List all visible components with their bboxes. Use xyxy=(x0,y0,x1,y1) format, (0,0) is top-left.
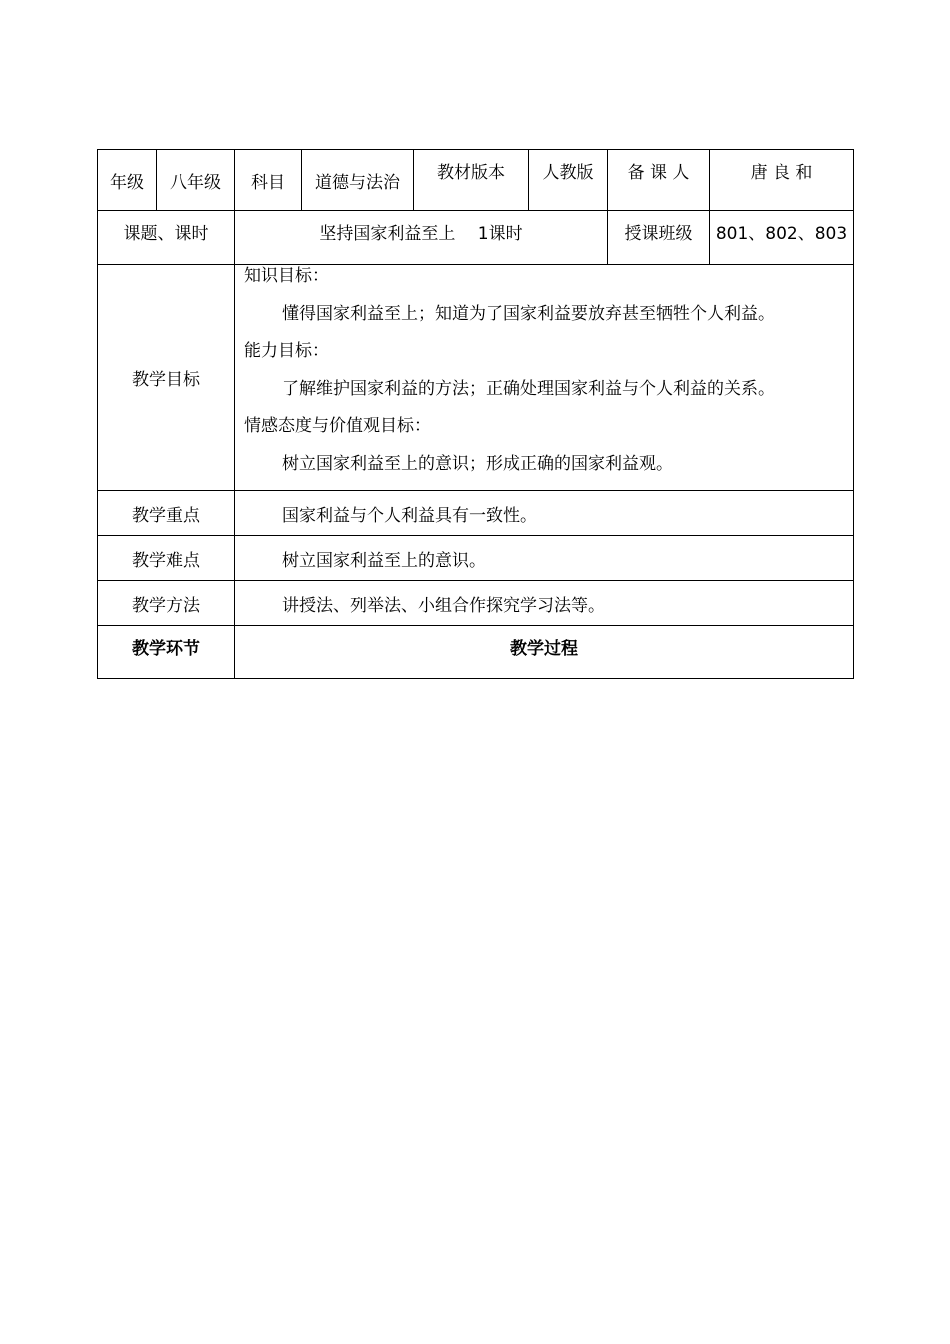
subject-value: 道德与法治 xyxy=(302,150,414,211)
edition-label: 教材版本 xyxy=(414,150,529,211)
preparer-label: 备 课 人 xyxy=(608,150,710,211)
subject-label: 科目 xyxy=(235,150,302,211)
lesson-plan-table xyxy=(97,149,854,679)
method-label: 教学方法 xyxy=(98,581,235,626)
grade-value: 八年级 xyxy=(157,150,235,211)
edition-value: 人教版 xyxy=(529,150,608,211)
objectives-content xyxy=(235,265,854,491)
stage-label: 教学环节 xyxy=(98,626,235,679)
method-value: 讲授法、列举法、小组合作探究学习法等。 xyxy=(235,581,854,626)
grade-label: 年级 xyxy=(98,150,157,211)
method-row xyxy=(98,581,854,626)
topic-value: 坚持国家利益至上 1课时 xyxy=(235,211,608,265)
key-point-row xyxy=(98,491,854,536)
objective-heading-knowledge: 知识目标： xyxy=(244,266,329,286)
key-point-label: 教学重点 xyxy=(98,491,235,536)
header-row xyxy=(98,150,854,211)
objectives-label: 教学目标 xyxy=(98,265,235,491)
key-point-value: 国家利益与个人利益具有一致性。 xyxy=(235,491,854,536)
preparer-value: 唐 良 和 xyxy=(710,150,854,211)
objective-heading-ability: 能力目标： xyxy=(244,341,329,361)
objective-text-attitude: 树立国家利益至上的意识；形成正确的国家利益观。 xyxy=(282,453,673,474)
process-header-row xyxy=(98,626,854,679)
process-label: 教学过程 xyxy=(235,626,854,679)
difficult-point-row xyxy=(98,536,854,581)
difficult-point-value: 树立国家利益至上的意识。 xyxy=(235,536,854,581)
topic-label: 课题、课时 xyxy=(98,211,235,265)
difficult-point-label: 教学难点 xyxy=(98,536,235,581)
topic-row xyxy=(98,211,854,265)
objective-text-knowledge: 懂得国家利益至上；知道为了国家利益要放弃甚至牺牲个人利益。 xyxy=(282,303,775,324)
class-value: 801、802、803 xyxy=(710,211,854,265)
objective-text-ability: 了解维护国家利益的方法；正确处理国家利益与个人利益的关系。 xyxy=(282,378,775,399)
class-label: 授课班级 xyxy=(608,211,710,265)
objective-heading-attitude: 情感态度与价值观目标： xyxy=(244,416,431,436)
objectives-row xyxy=(98,265,854,491)
